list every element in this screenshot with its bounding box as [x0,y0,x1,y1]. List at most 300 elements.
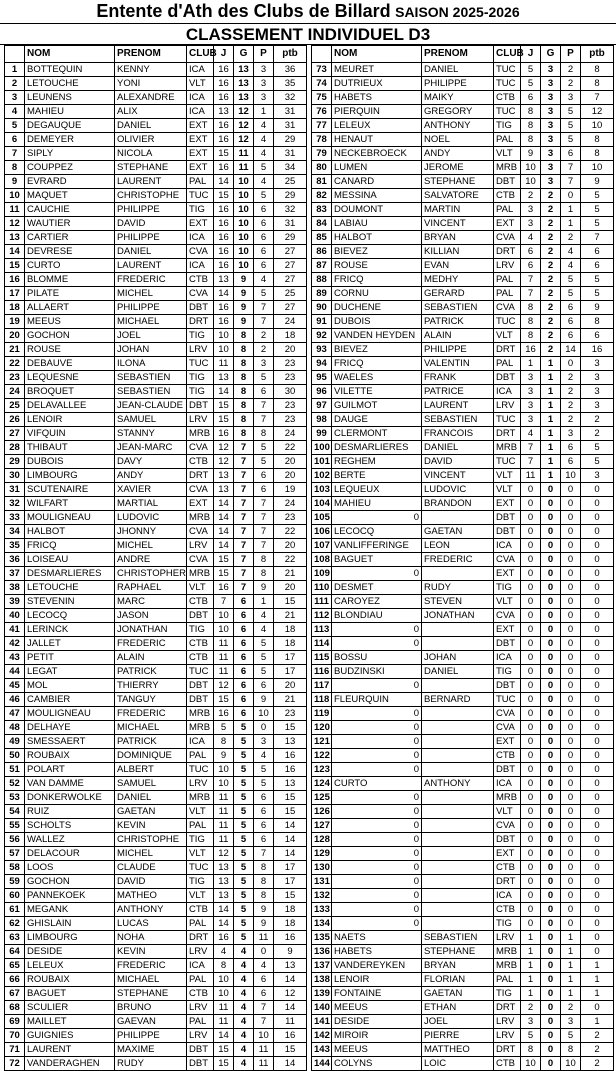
rank-cell: 124 [312,777,332,791]
won-cell: 3 [541,133,561,147]
lost-cell: 4 [254,749,274,763]
played-cell: 0 [521,875,541,889]
played-cell: 0 [521,497,541,511]
name-cell: LEUNENS [25,91,115,105]
points-cell: 0 [581,791,614,805]
club-cell: CVA [494,301,521,315]
lost-cell: 7 [561,161,581,175]
points-cell: 21 [274,567,307,581]
points-cell: 23 [274,413,307,427]
won-cell: 0 [541,665,561,679]
table-row [5,945,307,959]
table-row [312,147,614,161]
firstname-cell: SEBASTIEN [115,385,187,399]
played-cell: 2 [521,189,541,203]
name-cell: DESIDE [332,1015,422,1029]
lost-cell: 0 [561,497,581,511]
lost-cell: 7 [254,413,274,427]
name-cell: DAUGE [332,413,422,427]
played-cell: 14 [214,511,234,525]
name-cell: 0 [332,707,422,721]
firstname-cell: MARTIN [422,203,494,217]
lost-cell: 6 [254,483,274,497]
won-cell: 0 [541,861,561,875]
firstname-cell: NOHA [115,931,187,945]
points-cell: 27 [274,259,307,273]
rank-cell: 137 [312,959,332,973]
points-cell: 7 [581,231,614,245]
played-cell: 10 [214,763,234,777]
rank-cell: 99 [312,427,332,441]
table-row [5,189,307,203]
table-row [312,525,614,539]
played-cell: 3 [521,1015,541,1029]
column-header: NOM [332,46,422,63]
won-cell: 1 [541,469,561,483]
name-cell: LUMEN [332,161,422,175]
firstname-cell: MATHEO [115,889,187,903]
points-cell: 14 [274,1001,307,1015]
lost-cell: 6 [561,147,581,161]
firstname-cell: MARTIAL [115,497,187,511]
lost-cell: 1 [561,203,581,217]
rank-cell: 40 [5,609,25,623]
points-cell: 15 [274,889,307,903]
rank-cell: 19 [5,315,25,329]
table-row [5,889,307,903]
lost-cell: 5 [254,441,274,455]
name-cell: MEURET [332,63,422,77]
played-cell: 12 [214,441,234,455]
played-cell: 8 [521,1043,541,1057]
firstname-cell: XAVIER [115,483,187,497]
firstname-cell: GAETAN [422,987,494,1001]
points-cell: 14 [274,847,307,861]
rank-cell: 89 [312,287,332,301]
club-cell: PAL [187,1015,214,1029]
rank-cell: 27 [5,427,25,441]
rank-cell: 80 [312,161,332,175]
table-row [5,1015,307,1029]
table-row [5,511,307,525]
club-cell: LRV [187,777,214,791]
rank-cell: 35 [5,539,25,553]
name-cell: 0 [332,819,422,833]
firstname-cell: TANGUY [115,693,187,707]
club-cell: TUC [494,105,521,119]
table-row [312,259,614,273]
name-cell: CAMBIER [25,693,115,707]
club-cell: EXT [187,119,214,133]
lost-cell: 8 [254,553,274,567]
table-row [312,749,614,763]
club-cell: MRB [187,721,214,735]
table-row [312,903,614,917]
firstname-cell: KILLIAN [422,245,494,259]
rank-cell: 79 [312,147,332,161]
club-cell: CVA [187,287,214,301]
firstname-cell [422,679,494,693]
lost-cell: 6 [254,231,274,245]
rank-cell: 6 [5,133,25,147]
lost-cell: 1 [561,931,581,945]
played-cell: 3 [521,203,541,217]
name-cell: BLONDIAU [332,609,422,623]
table-row [5,749,307,763]
won-cell: 1 [541,413,561,427]
points-cell: 16 [274,1029,307,1043]
firstname-cell: JOEL [422,1015,494,1029]
club-cell: VLT [494,469,521,483]
played-cell: 0 [521,483,541,497]
lost-cell: 0 [561,665,581,679]
played-cell: 0 [521,651,541,665]
club-cell: TUC [494,315,521,329]
points-cell: 5 [581,273,614,287]
points-cell: 17 [274,665,307,679]
name-cell: MEGANK [25,903,115,917]
won-cell: 0 [541,805,561,819]
lost-cell: 5 [561,133,581,147]
won-cell: 4 [234,945,254,959]
club-cell: TIG [187,371,214,385]
club-cell: CVA [187,441,214,455]
played-cell: 0 [521,595,541,609]
rank-cell: 120 [312,721,332,735]
column-header: G [541,46,561,63]
won-cell: 0 [541,819,561,833]
points-cell: 13 [274,777,307,791]
rank-cell: 60 [5,889,25,903]
points-cell: 1 [581,1015,614,1029]
won-cell: 2 [541,203,561,217]
club-cell: CVA [494,721,521,735]
played-cell: 1 [521,357,541,371]
lost-cell: 4 [561,259,581,273]
points-cell: 27 [274,245,307,259]
lost-cell: 0 [561,903,581,917]
table-row [5,441,307,455]
rank-cell: 1 [5,63,25,77]
points-cell: 23 [274,399,307,413]
rank-cell: 83 [312,203,332,217]
points-cell: 0 [581,679,614,693]
table-row [5,259,307,273]
won-cell: 10 [234,203,254,217]
firstname-cell: SEBASTIEN [422,301,494,315]
played-cell: 5 [214,721,234,735]
points-cell: 29 [274,231,307,245]
points-cell: 5 [581,189,614,203]
firstname-cell: LAURENT [422,399,494,413]
table-row [312,63,614,77]
name-cell: VANDEREYKEN [332,959,422,973]
played-cell: 16 [214,203,234,217]
rank-cell: 135 [312,931,332,945]
won-cell: 7 [234,497,254,511]
name-cell: GOCHON [25,329,115,343]
played-cell: 15 [214,189,234,203]
club-cell: CTB [494,749,521,763]
club-cell: ICA [494,777,521,791]
played-cell: 16 [214,91,234,105]
lost-cell: 6 [254,385,274,399]
points-cell: 0 [581,1001,614,1015]
club-cell: VLT [187,889,214,903]
points-cell: 16 [274,749,307,763]
points-cell: 29 [274,189,307,203]
played-cell: 4 [521,231,541,245]
won-cell: 0 [541,651,561,665]
points-cell: 27 [274,273,307,287]
rank-cell: 126 [312,805,332,819]
played-cell: 1 [521,973,541,987]
lost-cell: 14 [561,343,581,357]
played-cell: 0 [521,861,541,875]
rank-cell: 17 [5,287,25,301]
points-cell: 15 [274,595,307,609]
name-cell: JALLET [25,637,115,651]
lost-cell: 2 [561,1001,581,1015]
firstname-cell: ANDY [115,469,187,483]
table-row [5,679,307,693]
club-cell: EXT [187,133,214,147]
played-cell: 14 [214,1029,234,1043]
name-cell: 0 [332,567,422,581]
firstname-cell: DAVID [115,875,187,889]
played-cell: 0 [521,749,541,763]
rank-cell: 62 [5,917,25,931]
firstname-cell: CHRISTOPHE [115,833,187,847]
name-cell: 0 [332,749,422,763]
club-cell: DBT [187,679,214,693]
firstname-cell: MICHAEL [115,315,187,329]
table-row [312,707,614,721]
name-cell: 0 [332,875,422,889]
played-cell: 0 [521,735,541,749]
played-cell: 16 [214,245,234,259]
played-cell: 0 [521,609,541,623]
rank-cell: 58 [5,861,25,875]
rank-cell: 67 [5,987,25,1001]
lost-cell: 1 [254,105,274,119]
lost-cell: 0 [254,945,274,959]
won-cell: 6 [234,665,254,679]
column-header: PRENOM [115,46,187,63]
club-cell: TIG [494,917,521,931]
rank-cell: 77 [312,119,332,133]
table-row [312,1029,614,1043]
rank-cell: 81 [312,175,332,189]
table-row [312,301,614,315]
table-row [312,553,614,567]
club-cell: DBT [494,637,521,651]
points-cell: 6 [581,259,614,273]
won-cell: 5 [234,847,254,861]
column-header: CLUB [494,46,521,63]
rank-cell: 90 [312,301,332,315]
points-cell: 0 [581,525,614,539]
name-cell: BOSSU [332,651,422,665]
won-cell: 7 [234,511,254,525]
lost-cell: 9 [254,903,274,917]
table-row [5,413,307,427]
played-cell: 10 [214,973,234,987]
rank-cell: 127 [312,819,332,833]
rank-cell: 61 [5,903,25,917]
firstname-cell: STEPHANE [422,175,494,189]
rank-cell: 2 [5,77,25,91]
name-cell: MOULIGNEAU [25,511,115,525]
rank-cell: 47 [5,707,25,721]
played-cell: 0 [521,679,541,693]
played-cell: 0 [521,511,541,525]
table-row [312,1057,614,1071]
club-cell: PAL [494,203,521,217]
points-cell: 31 [274,105,307,119]
won-cell: 0 [541,679,561,693]
won-cell: 6 [234,651,254,665]
club-cell: DRT [187,469,214,483]
table-row [312,343,614,357]
lost-cell: 2 [254,343,274,357]
lost-cell: 6 [561,329,581,343]
played-cell: 16 [214,259,234,273]
points-cell: 0 [581,749,614,763]
table-row [5,469,307,483]
points-cell: 0 [581,889,614,903]
played-cell: 4 [521,427,541,441]
points-cell: 0 [581,945,614,959]
played-cell: 8 [214,735,234,749]
played-cell: 12 [214,847,234,861]
club-cell: DBT [187,693,214,707]
name-cell: VILETTE [332,385,422,399]
name-cell: BERTE [332,469,422,483]
firstname-cell: SALVATORE [422,189,494,203]
club-cell: CVA [494,553,521,567]
table-row [312,427,614,441]
points-cell: 2 [581,1057,614,1071]
club-cell: VLT [187,847,214,861]
lost-cell: 1 [561,959,581,973]
points-cell: 0 [581,903,614,917]
won-cell: 6 [234,609,254,623]
won-cell: 5 [234,791,254,805]
club-cell: MRB [187,567,214,581]
rank-cell: 94 [312,357,332,371]
firstname-cell: DANIEL [422,665,494,679]
won-cell: 0 [541,791,561,805]
lost-cell: 0 [561,847,581,861]
points-cell: 1 [581,959,614,973]
points-cell: 18 [274,329,307,343]
table-row [312,357,614,371]
played-cell: 11 [214,833,234,847]
rank-cell: 142 [312,1029,332,1043]
firstname-cell: THIERRY [115,679,187,693]
lost-cell: 8 [254,875,274,889]
rank-cell: 103 [312,483,332,497]
points-cell: 3 [581,371,614,385]
name-cell: CANARD [332,175,422,189]
name-cell: CARTIER [25,231,115,245]
firstname-cell: STANNY [115,427,187,441]
lost-cell: 7 [254,1015,274,1029]
column-header: J [214,46,234,63]
won-cell: 2 [541,287,561,301]
points-cell: 9 [274,945,307,959]
rank-cell: 31 [5,483,25,497]
points-cell: 20 [274,469,307,483]
played-cell: 13 [214,875,234,889]
table-row [5,791,307,805]
lost-cell: 11 [254,1043,274,1057]
club-cell: DBT [187,301,214,315]
firstname-cell: MICHAEL [115,973,187,987]
played-cell: 0 [521,539,541,553]
lost-cell: 9 [254,917,274,931]
club-cell: PAL [187,175,214,189]
played-cell: 0 [521,665,541,679]
lost-cell: 0 [254,721,274,735]
lost-cell: 2 [254,329,274,343]
firstname-cell: STEPHANE [115,161,187,175]
rank-cell: 95 [312,371,332,385]
points-cell: 10 [581,119,614,133]
rank-cell: 140 [312,1001,332,1015]
club-cell: TIG [187,203,214,217]
firstname-cell: SEBASTIEN [115,371,187,385]
name-cell: CURTO [25,259,115,273]
rank-cell: 123 [312,763,332,777]
name-cell: 0 [332,889,422,903]
lost-cell: 3 [561,427,581,441]
club-cell: TIG [187,623,214,637]
points-cell: 20 [274,343,307,357]
lost-cell: 5 [254,189,274,203]
points-cell: 6 [581,329,614,343]
won-cell: 13 [234,77,254,91]
won-cell: 0 [541,777,561,791]
club-cell: EXT [494,847,521,861]
name-cell: FRICQ [332,357,422,371]
points-cell: 0 [581,539,614,553]
won-cell: 9 [234,287,254,301]
firstname-cell: JEROME [422,161,494,175]
points-cell: 9 [581,301,614,315]
points-cell: 36 [274,63,307,77]
played-cell: 0 [521,805,541,819]
played-cell: 11 [521,469,541,483]
name-cell: CURTO [332,777,422,791]
lost-cell: 10 [254,1029,274,1043]
club-cell: VLT [187,77,214,91]
won-cell: 8 [234,399,254,413]
club-cell: EXT [187,497,214,511]
won-cell: 1 [541,427,561,441]
lost-cell: 0 [561,833,581,847]
ranking-rows-right [312,63,614,1071]
rank-cell: 88 [312,273,332,287]
firstname-cell: LEON [422,539,494,553]
club-cell: MRB [187,791,214,805]
table-row [312,287,614,301]
firstname-cell: ANDY [422,147,494,161]
club-cell: DRT [494,245,521,259]
played-cell: 10 [214,343,234,357]
club-cell: TUC [494,77,521,91]
